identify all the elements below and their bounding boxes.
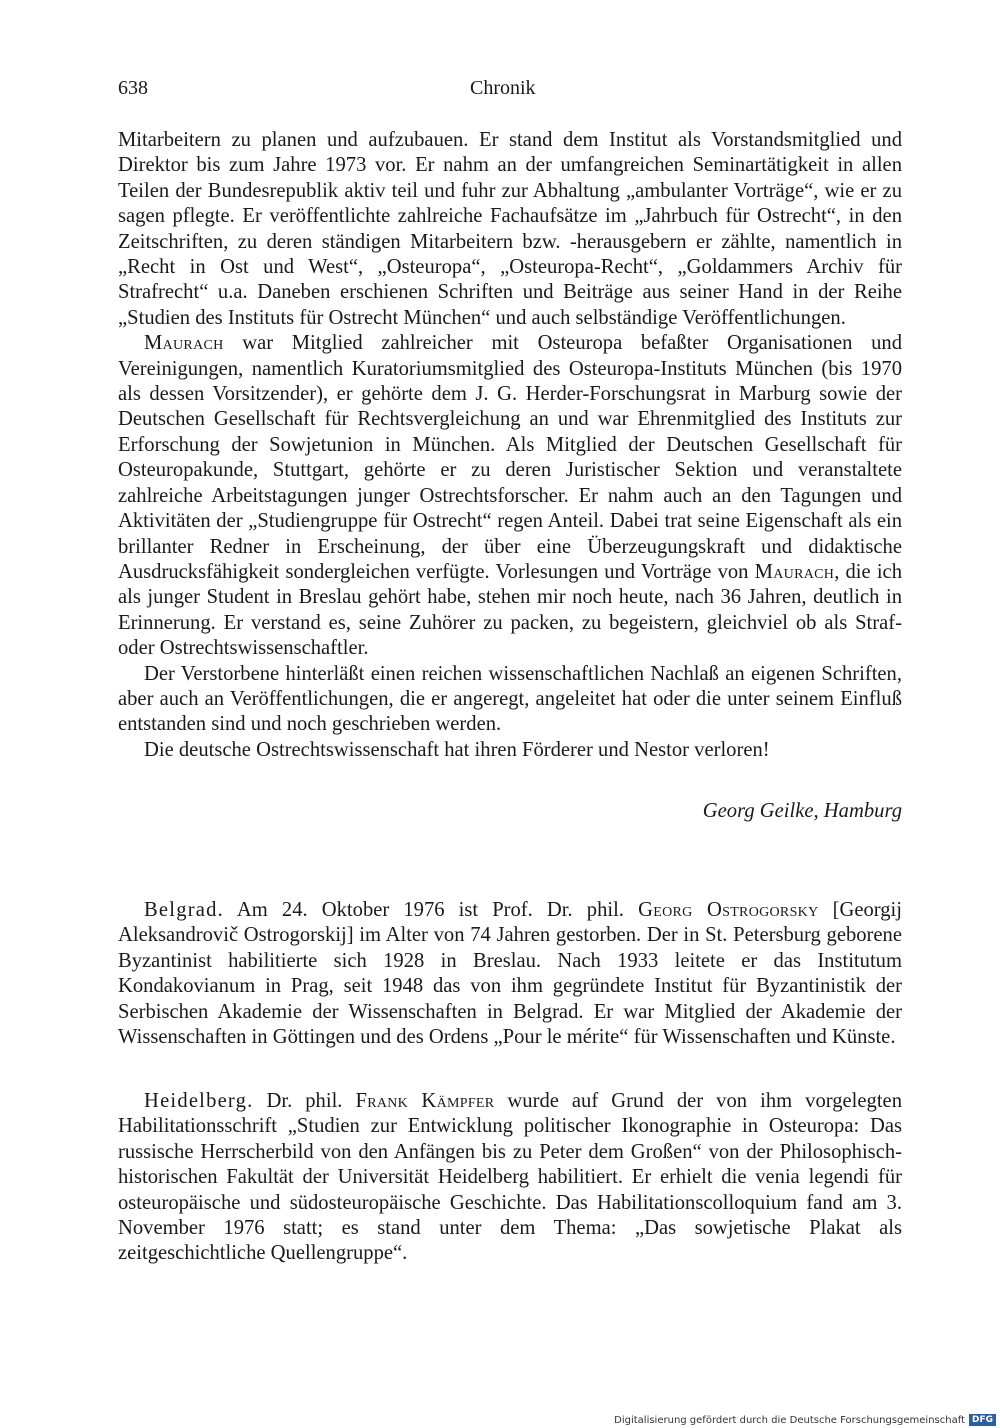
paragraph-2-text-b: , die ich als junger Student in Breslau gehört habe, stehen mir noch heute, nach 36 Jahren, deutlich in Erinnerung. Er verstand es, seine Zuhörer zu packen, zu begeistern, gleichviel ob als Straf- oder Ostrechtswissenschaftler. bbox=[118, 560, 902, 660]
news-item-heidelberg bbox=[118, 1089, 902, 1267]
person-name: Frank Kämpfer bbox=[355, 1090, 495, 1112]
person-name: Georg Ostrogorsky bbox=[638, 899, 819, 921]
news-text-a: Am 24. Oktober 1976 ist Prof. Dr. phil. bbox=[223, 899, 639, 921]
person-name: Maurach bbox=[754, 560, 835, 583]
paragraph-2 bbox=[118, 331, 902, 661]
footer-credit: Digitalisierung gefördert durch die Deutsche Forschungsgemeinschaft bbox=[614, 1414, 965, 1426]
paragraph-3: Der Verstorbene hinterläßt einen reichen wissenschaftlichen Nachlaß an eigenen Schriften, aber auch an Veröffentlichungen, die er angeregt, angeleitet hat oder die unter seinem Einfluß entstanden sind und noch geschrieben werden. bbox=[118, 662, 902, 736]
dfg-logo-icon: DFG bbox=[969, 1414, 996, 1426]
news-place: Heidelberg. bbox=[144, 1090, 254, 1112]
page-number: 638 bbox=[118, 77, 148, 99]
author-signature: Georg Geilke, Hamburg bbox=[702, 800, 902, 822]
news-text-a: Dr. phil. bbox=[253, 1090, 356, 1112]
digitization-footer bbox=[610, 1412, 1000, 1428]
paragraph-2-text-a: war Mitglied zahlreicher mit Osteuropa befaßter Organisationen und Vereinigungen, namentlich Kuratoriumsmitglied des Osteuropa-Instituts München (bis 1970 als dessen Vorsitzender), er gehörte dem J. G. Herder-Forschungsrat in Marburg sowie der Deutschen Gesellschaft für Rechtsvergleichung an und war Ehrenmitglied des Instituts zur Erforschung der Sowjetunion in München. Als Mitglied der Deutschen Gesellschaft für Osteuropakunde, Stuttgart, gehörte er zu deren Juristischer Sektion und veranstaltete zahlreiche Arbeitstagungen junger Ostrechtsforscher. Er nahm auch an den Tagungen und Aktivitäten der „Studiengruppe für Ostrecht“ regen Anteil. Dabei trat seine Eigenschaft als ein brillanter Redner in Erscheinung, der über eine Überzeugungskraft und didaktische Ausdrucksfähigkeit sondergleichen verfügte. Vorlesungen und Vorträge von bbox=[118, 332, 902, 583]
news-item-belgrad bbox=[118, 898, 902, 1050]
paragraph-4: Die deutsche Ostrechtswissenschaft hat ihren Förderer und Nestor verloren! bbox=[144, 738, 770, 761]
news-text-b: [Georgij Aleksandrovič Ostrogorskij] im Alter von 74 Jahren gestorben. Der in St. Petersburg geborene Byzantinist habilitierte sich 1928 in Breslau. Nach 1933 leitete er das Institutum Kondakovianum in Prag, seit 1948 das von ihm gegründete Institut für Byzantinistik der Serbischen Akademie der Wissenschaften in Belgrad. Er war Mitglied der Akademie der Wissenschaften in Göttingen und des Ordens „Pour le mérite“ für Wissenschaften und Künste. bbox=[118, 899, 902, 1049]
article-body bbox=[118, 128, 902, 763]
news-place: Belgrad. bbox=[144, 899, 224, 921]
person-name: Maurach bbox=[144, 332, 224, 355]
running-head: Chronik bbox=[470, 77, 536, 99]
paragraph-1: Mitarbeitern zu planen und aufzubauen. Er stand dem Institut als Vorstandsmitglied und Direktor bis zum Jahre 1973 vor. Er nahm an der umfangreichen Seminartätigkeit in allen Teilen der Bundesrepublik aktiv teil und fuhr zur Abhaltung „ambulanter Vorträge“, wie er zu sagen pflegte. Er veröffentlichte zahlreiche Fachaufsätze im „Jahrbuch für Ostrecht“, in den Zeitschriften, zu deren ständigen Mitarbeitern bzw. -herausgebern er zählte, namentlich in „Recht in Ost und West“, „Osteuropa“, „Osteuropa-Recht“, „Goldammers Archiv für Strafrecht“ u.a. Daneben erschienen Schriften und Beiträge aus seiner Hand in der Reihe „Studien des Instituts für Ostrecht München“ und auch selbständige Veröffentlichungen. bbox=[118, 129, 902, 329]
news-text-b: wurde auf Grund der von ihm vorgelegten Habilitationsschrift „Studien zur Entwicklung politischer Ikonographie in Osteuropa: Das russische Herrscherbild von den Anfängen bis zu Peter dem Großen“ von der Philosophisch-historischen Fakultät der Universität Heidelberg habilitiert. Er erhielt die venia legendi für osteuropäische und südosteuropäische Geschichte. Das Habilitationscolloquium fand am 3. November 1976 statt; es stand unter dem Thema: „Das sowjetische Plakat als zeitgeschichtliche Quellengruppe“. bbox=[118, 1090, 902, 1265]
